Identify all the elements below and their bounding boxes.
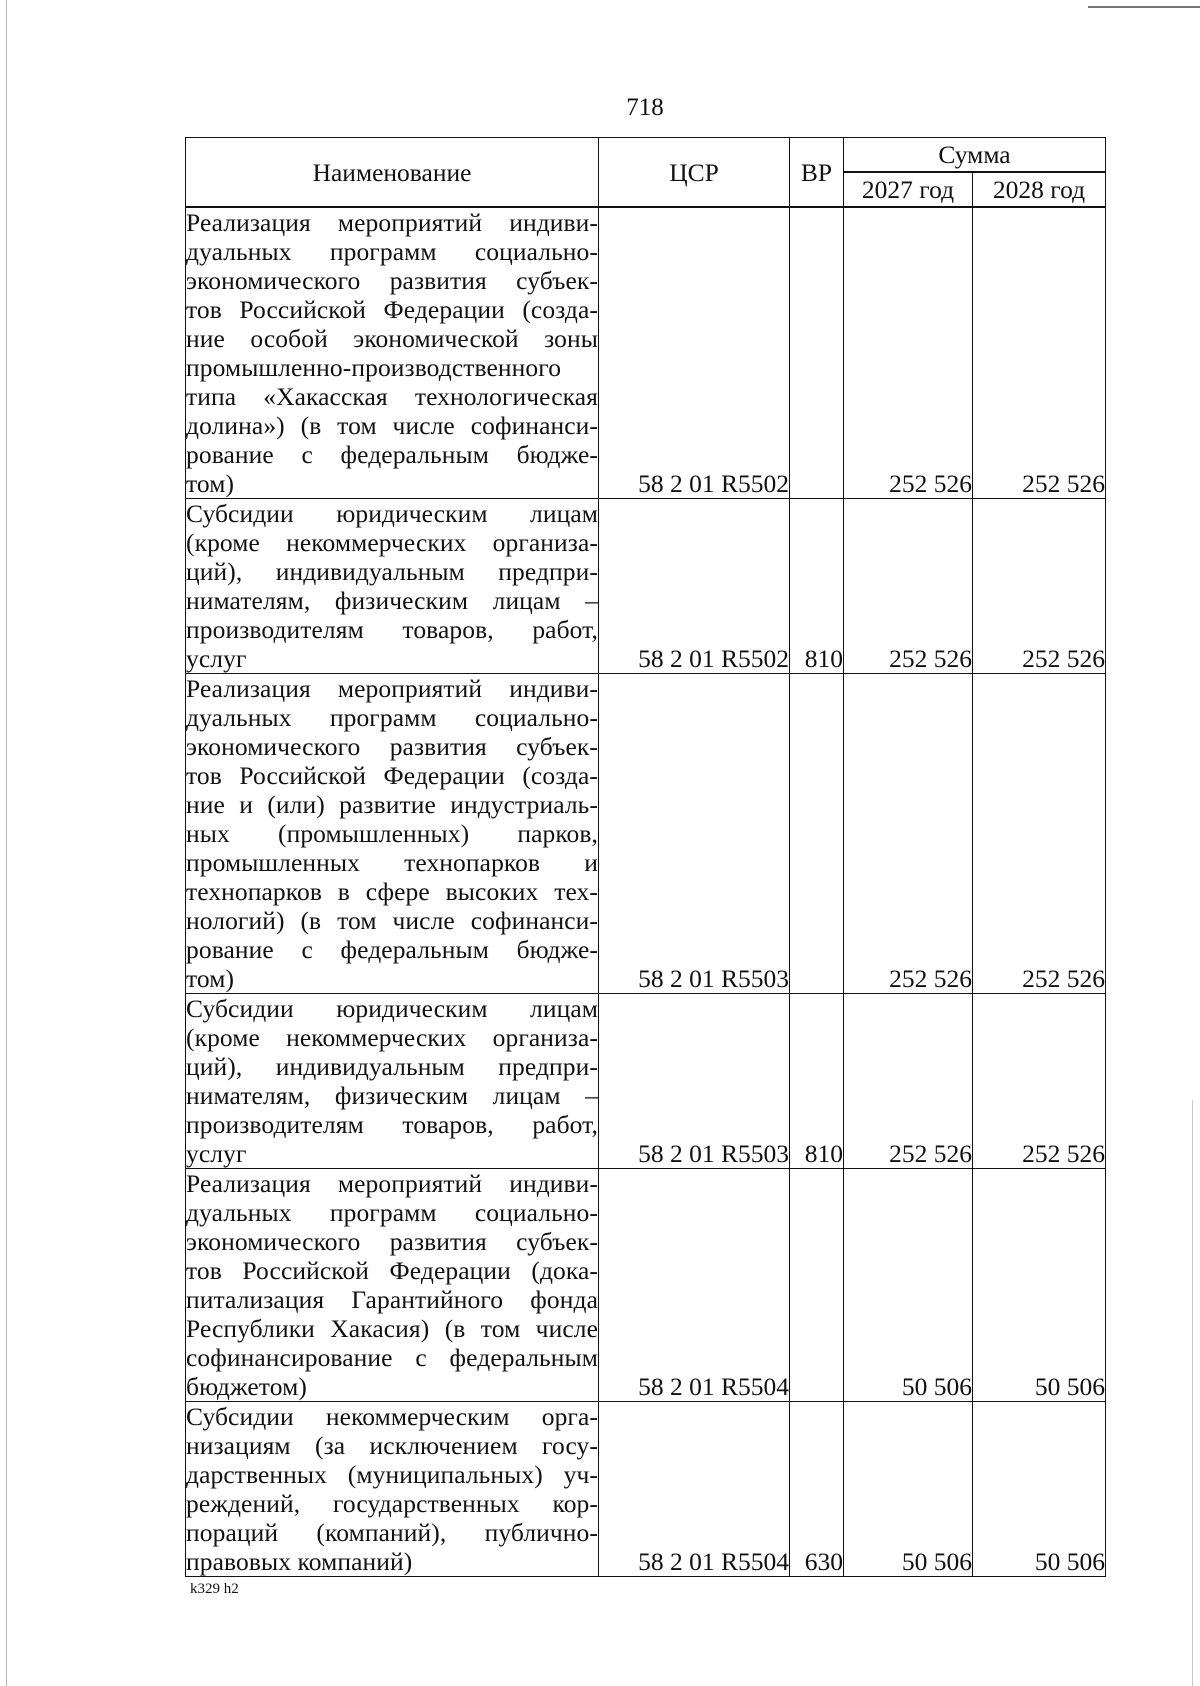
row-name-line: том) bbox=[186, 469, 235, 498]
row-name-line: Республики Хакасия) (в том числе bbox=[186, 1314, 598, 1343]
row-name bbox=[186, 1169, 599, 1402]
row-sum-2027: 252 526 bbox=[844, 674, 973, 994]
header-sum: Сумма bbox=[844, 138, 1106, 172]
row-csr: 58 2 01 R5502 bbox=[599, 207, 790, 499]
header-year-2028: 2028 год bbox=[973, 172, 1106, 207]
row-name-line: долина») (в том числе софинанси- bbox=[186, 411, 598, 440]
row-sum-2028: 50 506 bbox=[973, 1169, 1106, 1402]
row-name-line: бюджетом) bbox=[186, 1372, 307, 1401]
row-name-line: Субсидии юридическим лицам bbox=[186, 499, 598, 528]
row-name-line: тов Российской Федерации (созда- bbox=[186, 761, 598, 790]
row-vr bbox=[790, 207, 844, 499]
row-name-line: ных (промышленных) парков, bbox=[186, 819, 598, 848]
row-name-line: Субсидии юридическим лицам bbox=[186, 994, 598, 1023]
row-name bbox=[186, 499, 599, 674]
row-name-line: ций), индивидуальным предпри- bbox=[186, 557, 598, 586]
table-row bbox=[186, 1402, 1106, 1577]
table-row bbox=[186, 1169, 1106, 1402]
row-name-line: Реализация мероприятий индиви- bbox=[186, 1169, 598, 1198]
row-csr: 58 2 01 R5504 bbox=[599, 1402, 790, 1577]
row-name-line: производителям товаров, работ, bbox=[186, 615, 598, 644]
row-name-line: экономического развития субъек- bbox=[186, 1227, 598, 1256]
row-sum-2027: 252 526 bbox=[844, 499, 973, 674]
row-name-line: правовых компаний) bbox=[186, 1547, 413, 1576]
row-name-line: экономического развития субъек- bbox=[186, 732, 598, 761]
table-body bbox=[186, 207, 1106, 1577]
header-year-2027: 2027 год bbox=[844, 172, 973, 207]
row-sum-2028: 252 526 bbox=[973, 207, 1106, 499]
row-name-line: типа «Хакасская технологическая bbox=[186, 382, 598, 411]
header-csr: ЦСР bbox=[599, 138, 790, 208]
row-name-line: нимателям, физическим лицам – bbox=[186, 1081, 598, 1110]
row-name-line: дуальных программ социально- bbox=[186, 237, 598, 266]
row-name-line: (кроме некоммерческих организа- bbox=[186, 1023, 598, 1052]
row-sum-2027: 252 526 bbox=[844, 207, 973, 499]
row-csr: 58 2 01 R5502 bbox=[599, 499, 790, 674]
row-name-line: технопарков в сфере высоких тех- bbox=[186, 877, 598, 906]
row-sum-2028: 252 526 bbox=[973, 499, 1106, 674]
row-name-line: дуальных программ социально- bbox=[186, 1198, 598, 1227]
row-name-line: рование с федеральным бюдже- bbox=[186, 935, 598, 964]
row-name-line: пораций (компаний), публично- bbox=[186, 1518, 598, 1547]
row-name-line: Реализация мероприятий индиви- bbox=[186, 208, 598, 237]
row-name-line: (кроме некоммерческих организа- bbox=[186, 528, 598, 557]
row-name-line: низациям (за исключением госу- bbox=[186, 1431, 598, 1460]
row-vr: 810 bbox=[790, 994, 844, 1169]
row-name-line: Субсидии некоммерческим орга- bbox=[186, 1402, 598, 1431]
row-name bbox=[186, 994, 599, 1169]
row-name-line: дарственных (муниципальных) уч- bbox=[186, 1460, 598, 1489]
row-csr: 58 2 01 R5503 bbox=[599, 674, 790, 994]
scan-edge-top bbox=[1088, 6, 1200, 8]
row-name-line: нимателям, физическим лицам – bbox=[186, 586, 598, 615]
row-sum-2028: 50 506 bbox=[973, 1402, 1106, 1577]
row-csr: 58 2 01 R5503 bbox=[599, 994, 790, 1169]
row-sum-2027: 252 526 bbox=[844, 994, 973, 1169]
row-name-line: тов Российской Федерации (созда- bbox=[186, 295, 598, 324]
table-row bbox=[186, 994, 1106, 1169]
row-name-line: дуальных программ социально- bbox=[186, 703, 598, 732]
row-name-line: промышленно-производственного bbox=[186, 353, 562, 382]
header-name: Наименование bbox=[186, 138, 599, 208]
row-name-line: том) bbox=[186, 964, 235, 993]
row-vr: 810 bbox=[790, 499, 844, 674]
row-sum-2028: 252 526 bbox=[973, 994, 1106, 1169]
row-name bbox=[186, 207, 599, 499]
row-name-line: ние и (или) развитие индустриаль- bbox=[186, 790, 598, 819]
row-name-line: услуг bbox=[186, 644, 247, 673]
row-name bbox=[186, 674, 599, 994]
row-name-line: промышленных технопарков и bbox=[186, 848, 598, 877]
scan-edge-right bbox=[1192, 1100, 1193, 1686]
page-number: 718 bbox=[626, 94, 664, 121]
row-name-line: Реализация мероприятий индиви- bbox=[186, 674, 598, 703]
row-sum-2027: 50 506 bbox=[844, 1169, 973, 1402]
row-name-line: ций), индивидуальным предпри- bbox=[186, 1052, 598, 1081]
row-name bbox=[186, 1402, 599, 1577]
row-name-line: тов Российской Федерации (дока- bbox=[186, 1256, 598, 1285]
row-name-line: ние особой экономической зоны bbox=[186, 324, 598, 353]
footer-code: k329 h2 bbox=[190, 1581, 239, 1597]
row-name-line: нологий) (в том числе софинанси- bbox=[186, 906, 598, 935]
row-name-line: экономического развития субъек- bbox=[186, 266, 598, 295]
row-name-line: реждений, государственных кор- bbox=[186, 1489, 598, 1518]
row-vr: 630 bbox=[790, 1402, 844, 1577]
row-sum-2027: 50 506 bbox=[844, 1402, 973, 1577]
header-vr: ВР bbox=[790, 138, 844, 208]
budget-table bbox=[185, 137, 1106, 1577]
row-name-line: софинансирование с федеральным bbox=[186, 1343, 598, 1372]
row-name-line: услуг bbox=[186, 1139, 247, 1168]
table-row bbox=[186, 207, 1106, 499]
row-name-line: рование с федеральным бюдже- bbox=[186, 440, 598, 469]
row-name-line: производителям товаров, работ, bbox=[186, 1110, 598, 1139]
row-vr bbox=[790, 674, 844, 994]
table-row bbox=[186, 674, 1106, 994]
scan-edge-left bbox=[6, 0, 7, 1686]
row-sum-2028: 252 526 bbox=[973, 674, 1106, 994]
row-name-line: питализация Гарантийного фонда bbox=[186, 1285, 598, 1314]
table-row bbox=[186, 499, 1106, 674]
row-csr: 58 2 01 R5504 bbox=[599, 1169, 790, 1402]
row-vr bbox=[790, 1169, 844, 1402]
